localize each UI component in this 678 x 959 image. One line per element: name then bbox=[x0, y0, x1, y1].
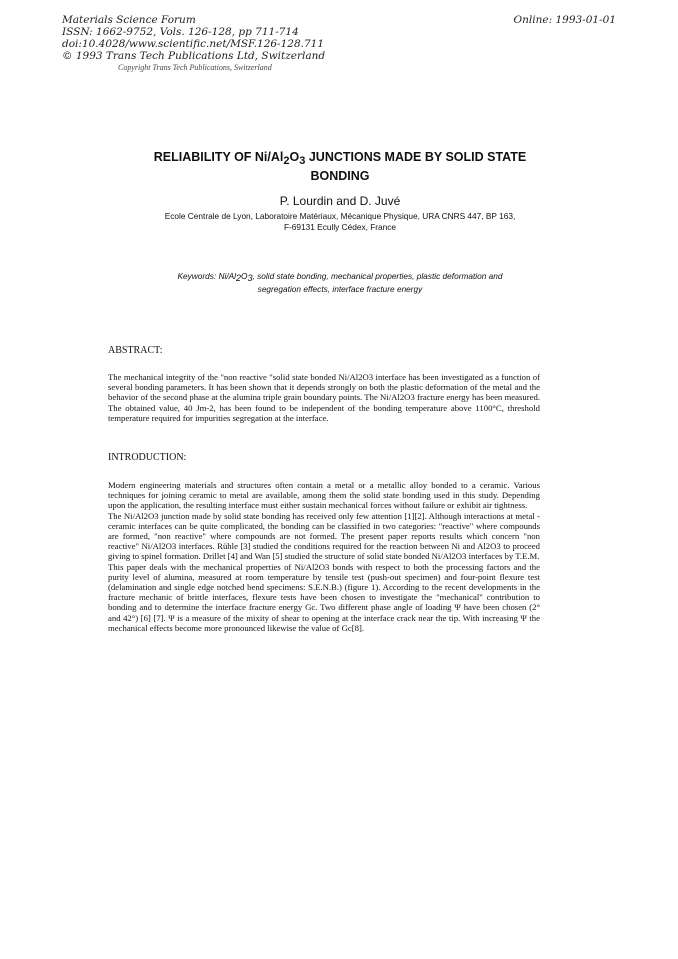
introduction-text bbox=[108, 480, 540, 633]
paragraph: Modern engineering materials and structures often contain a metal or a metallic alloy bonded to a ceramic. Various techniques for joining ceramic to metal are available, among them the solid state bonding used in this study. Depending upon the application, the resulting interface must either sustain mechanical forces without failure or exhibit air tightness. bbox=[108, 480, 540, 511]
abstract-text: The mechanical integrity of the "non reactive "solid state bonded Ni/Al2O3 interface has been investigated as a function of several bonding parameters. It has been shown that it depends strongly on both the plastic deformation of the metal and the behavior of the second phase at the alumina triple grain boundary points. The Ni/Al2O3 fracture energy has been measured. The obtained value, 40 Jm-2, has been found to be independent of the bonding temperature above 1100°C, threshold temperature required for impurities segregation at the interface. bbox=[108, 372, 540, 423]
authors: P. Lourdin and D. Juvé bbox=[279, 194, 401, 208]
keywords: Keywords: Ni/Al2O3, solid state bonding, mechanical properties, plastic deformation and segregation effects, interface fracture energy bbox=[177, 271, 503, 294]
paragraph: This paper deals with the mechanical properties of Ni/Al2O3 bonds with respect to both the processing factors and the purity level of alumina, measured at room temperature by tensile test (push-out specimen) and four-point flexure test (delamination and single edge notched bend specimens: S.E.N.B.) (figure 1). According to the recent developments in the fracture mechanic of brittle interfaces, flexure tests have been chosen to investigate the "mechanical" contribution to bonding and to determine the interface fracture energy Gc. Two different phase angle of loading Ψ have been chosen (2° and 42°) [6] [7]. Ψ is a measure of the mixity of shear to opening at the interface crack near the tip. With increasing Ψ the mechanical effects become more pronounced likewise the value of Gc[8]. bbox=[108, 561, 540, 633]
paragraph: The Ni/Al2O3 junction made by solid state bonding has received only few attention [1][2]. Although interactions at metal - ceramic interfaces can be quite complicated, the bonding can be classified in two categories: "reactive" where compounds are formed, "non reactive" where compounds are not formed. The present paper reports results which concern "non reactive" Ni/Al2O3 interfaces. Rühle [3] studied the conditions required for the reaction between Ni and Al2O3 to proceed giving to spinel formation. Drillet [4] and Wan [5] studied the structure of solid state bonded Ni/Al2O3 interfaces by T.E.M. bbox=[108, 510, 540, 562]
affiliation: Ecole Centrale de Lyon, Laboratoire Matériaux, Mécanique Physique, URA CNRS 447, BP 163, F-69131 Ecully Cédex, France bbox=[164, 211, 516, 232]
journal-name: Materials Science Forum bbox=[62, 14, 196, 26]
abstract-heading: ABSTRACT: bbox=[108, 345, 163, 356]
doi-link[interactable]: doi:10.4028/www.scientific.net/MSF.126-128.711 bbox=[62, 38, 325, 50]
issn-line: ISSN: 1662-9752, Vols. 126-128, pp 711-714 bbox=[62, 26, 299, 38]
copyright-line: © 1993 Trans Tech Publications Ltd, Switzerland bbox=[62, 50, 326, 62]
copyright-watermark: Copyright Trans Tech Publications, Switzerland bbox=[118, 63, 272, 72]
title-line-2: BONDING bbox=[310, 169, 370, 183]
introduction-heading: INTRODUCTION: bbox=[108, 452, 187, 463]
paper-title: RELIABILITY OF Ni/Al2O3 JUNCTIONS MADE BY SOLID STATE BONDING bbox=[90, 150, 590, 184]
online-date: Online: 1993-01-01 bbox=[513, 14, 616, 26]
publication-info bbox=[62, 14, 362, 62]
